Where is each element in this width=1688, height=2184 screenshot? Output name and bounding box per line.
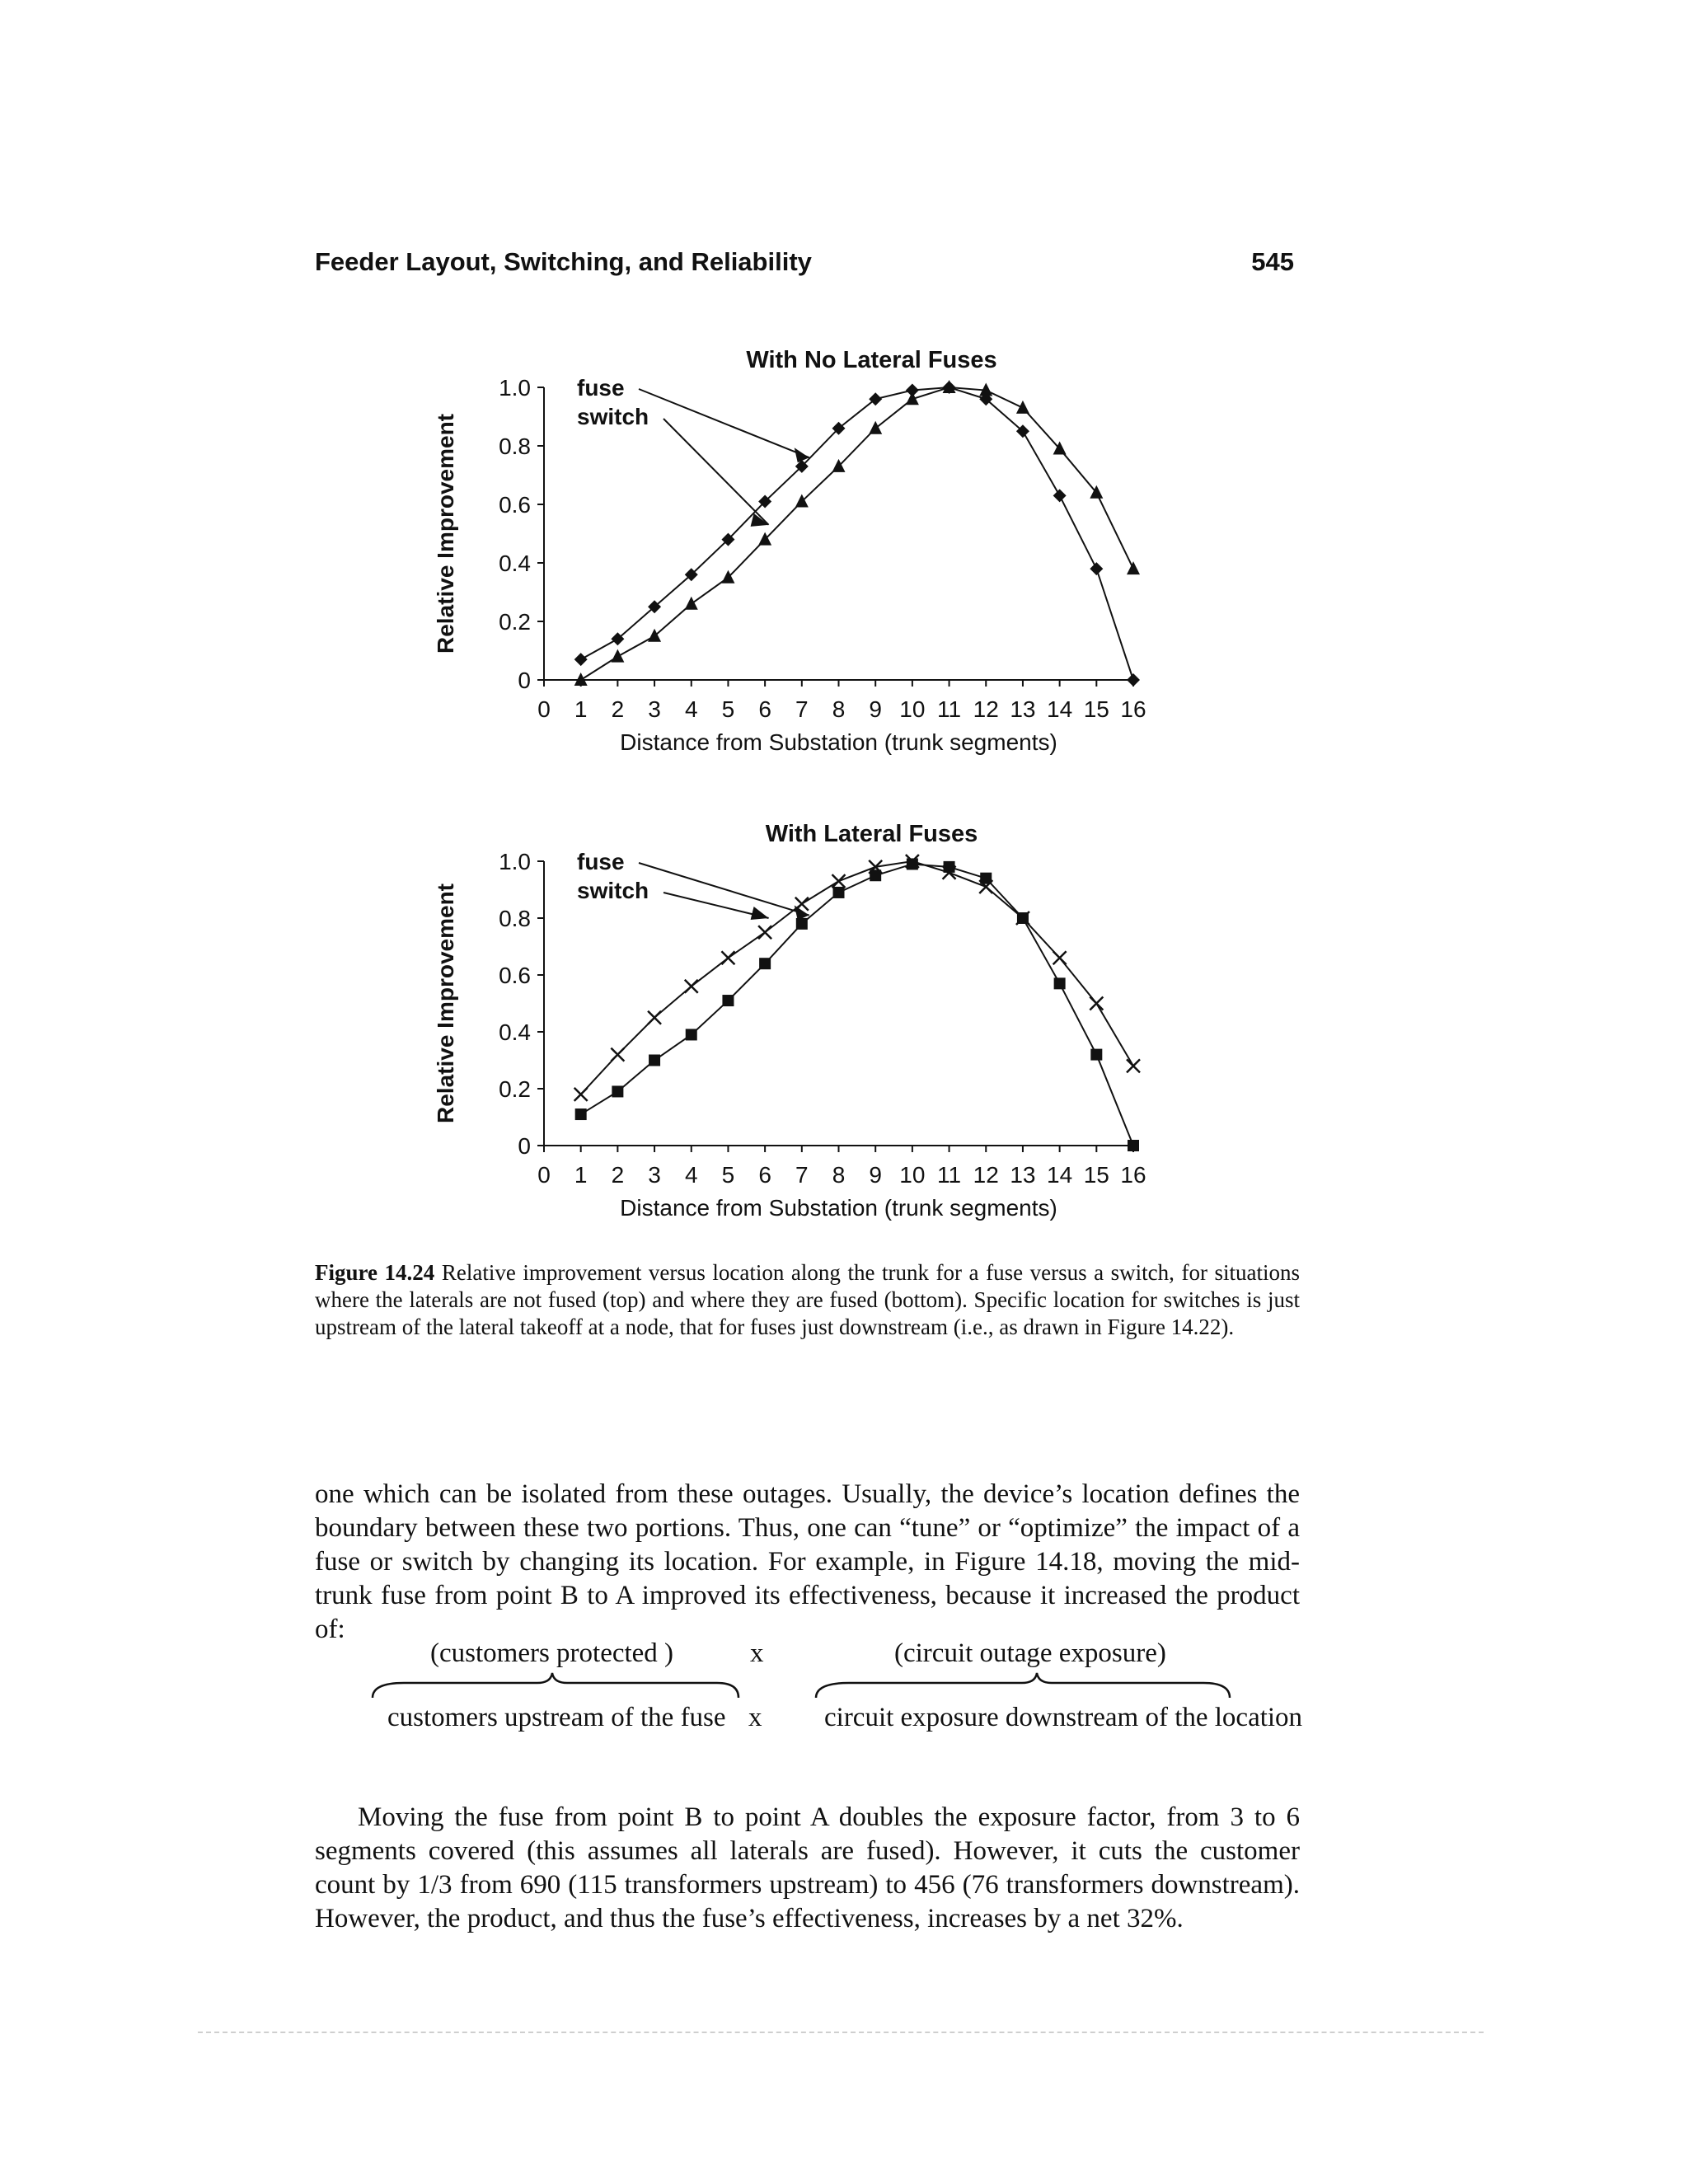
running-head [315,247,1304,288]
x-tick-label: 7 [795,1162,809,1188]
equation-times-top: x [750,1638,764,1668]
x-tick-label: 10 [899,696,926,722]
data-point-fuse [1127,673,1140,687]
series-line-fuse [581,864,1133,1146]
data-point-switch [574,1088,588,1101]
body-paragraph-1: one which can be isolated from these outages. Usually, the device’s location defines the boundary between these two portions. Thus, one can “tune” or “optimize” the impact of a fuse or switch by changing its location. For example, in Figure 14.18, moving the mid-trunk fuse from point B to A improved its effectiveness, because it increased the product of: [315,1479,1300,1644]
equation-term-customers-protected: (customers protected ) [430,1638,674,1668]
annotation-label-switch: switch [577,878,649,903]
brace-label-exposure-downstream: circuit exposure downstream of the location [824,1703,1303,1732]
data-point-fuse [722,995,734,1006]
brace-label-customers-upstream: customers upstream of the fuse [387,1703,726,1732]
data-point-fuse [574,653,588,666]
data-point-fuse [612,1085,623,1097]
x-tick-label: 5 [721,696,735,722]
x-tick-label: 12 [973,696,999,722]
y-tick-label: 0 [518,1133,531,1159]
y-tick-label: 0.6 [499,492,531,518]
data-point-switch [869,421,882,434]
series-fuse [575,858,1139,1151]
x-tick-label: 15 [1083,1162,1109,1188]
x-tick-label: 6 [758,696,771,722]
y-tick-label: 0.4 [499,551,531,576]
figure-caption [315,1259,1300,1341]
underbrace-right [816,1673,1230,1698]
product-equation [354,1632,1303,1764]
data-point-switch [685,597,698,610]
series-switch [574,380,1140,686]
x-tick-label: 7 [795,696,809,722]
x-tick-label: 16 [1120,696,1146,722]
data-point-switch [1090,997,1103,1010]
data-point-switch [832,874,846,888]
x-tick-label: 2 [611,1162,625,1188]
data-point-switch [648,629,661,642]
data-point-fuse [759,958,771,969]
x-tick-label: 1 [574,696,588,722]
y-axis-label: Relative Improvement [433,414,458,654]
x-tick-label: 16 [1120,1162,1146,1188]
annotation-label-switch: switch [577,404,649,429]
chart-svg-top [412,338,1236,766]
x-axis-label: Distance from Substation (trunk segments) [620,1195,1057,1221]
data-point-switch [1053,951,1067,964]
x-tick-label: 14 [1047,1162,1073,1188]
x-axis-label: Distance from Substation (trunk segments) [620,729,1057,755]
data-point-switch [611,1048,624,1062]
x-tick-label: 0 [537,696,551,722]
series-line-fuse [581,387,1133,680]
chart-title: With No Lateral Fuses [746,347,997,373]
x-tick-label: 2 [611,696,625,722]
data-point-switch [1127,1059,1140,1072]
underbrace-left [373,1673,738,1698]
x-tick-label: 4 [684,1162,698,1188]
caption-text: Relative improvement versus location along the trunk for a fuse versus a switch, for situations where the laterals are not fused (top) and where they are fused (bottom). Specific location for switches is just upstream of the lateral takeoff at a node, that for fuses just downstream (i.e., as drawn in Figure 14.22). [315,1260,1300,1339]
chart-title: With Lateral Fuses [765,821,978,847]
y-tick-label: 0.6 [499,963,531,988]
x-tick-label: 4 [684,696,698,722]
caption-label: Figure 14.24 [315,1260,435,1285]
data-point-switch [721,951,734,964]
x-tick-label: 10 [899,1162,926,1188]
y-tick-label: 0 [518,668,531,693]
x-tick-label: 3 [648,696,661,722]
data-point-switch [1127,561,1140,574]
body-paragraph-2: Moving the fuse from point B to point A doubles the exposure factor, from 3 to 6 segments covered (this assumes all laterals are fused). However, it cuts the customer count by 1/3 from 690 (115 transformers upstream) to 456 (76 transformers downstream). However, the product, and thus the fuse’s effectiveness, increases by a net 32%. [315,1802,1300,1933]
chart-no-lateral-fuses [412,338,1236,766]
x-tick-label: 13 [1010,1162,1036,1188]
running-title: Feeder Layout, Switching, and Reliability [315,247,812,276]
x-tick-label: 8 [832,1162,846,1188]
x-tick-label: 11 [937,696,962,722]
x-tick-label: 8 [832,696,846,722]
annotation-label-fuse: fuse [577,375,625,401]
data-point-fuse [686,1029,697,1040]
chart-svg-bottom [412,812,1236,1232]
x-tick-label: 5 [721,1162,735,1188]
series-line-switch [581,387,1133,680]
y-tick-label: 1.0 [499,849,531,874]
page-number: 545 [1251,247,1294,276]
chart-with-lateral-fuses [412,812,1236,1232]
x-tick-label: 6 [758,1162,771,1188]
data-point-fuse [833,887,845,898]
data-point-fuse [649,1055,660,1066]
y-tick-label: 0.2 [499,1076,531,1102]
y-axis-label: Relative Improvement [433,883,458,1123]
x-tick-label: 11 [937,1162,962,1188]
series-line-switch [581,861,1133,1094]
data-point-fuse [575,1108,587,1120]
annotation-arrow-fuse [639,389,809,457]
y-tick-label: 0.8 [499,434,531,459]
annotation-label-fuse: fuse [577,849,625,874]
data-point-fuse [1128,1140,1139,1151]
x-tick-label: 14 [1047,696,1073,722]
equation-times-bottom: x [748,1703,762,1732]
footer-scan-rule [198,2032,1484,2033]
y-tick-label: 1.0 [499,375,531,401]
data-point-switch [1016,401,1029,414]
x-tick-label: 1 [574,1162,588,1188]
x-tick-label: 12 [973,1162,999,1188]
data-point-fuse [1053,489,1067,502]
data-point-fuse [1090,562,1103,575]
underbraces [354,1632,1294,1764]
data-point-switch [611,649,624,663]
x-tick-label: 9 [869,1162,882,1188]
y-tick-label: 0.2 [499,609,531,635]
equation-term-outage-exposure: (circuit outage exposure) [894,1638,1166,1668]
data-point-fuse [1054,977,1066,989]
data-point-switch [685,980,698,993]
y-tick-label: 0.8 [499,906,531,931]
y-tick-label: 0.4 [499,1019,531,1045]
x-tick-label: 9 [869,696,882,722]
data-point-fuse [1090,1049,1102,1061]
x-tick-label: 15 [1083,696,1109,722]
x-tick-label: 0 [537,1162,551,1188]
annotation-arrowhead-switch [751,907,769,920]
data-point-switch [648,1011,661,1024]
x-tick-label: 3 [648,1162,661,1188]
data-point-switch [758,926,771,939]
x-tick-label: 13 [1010,696,1036,722]
